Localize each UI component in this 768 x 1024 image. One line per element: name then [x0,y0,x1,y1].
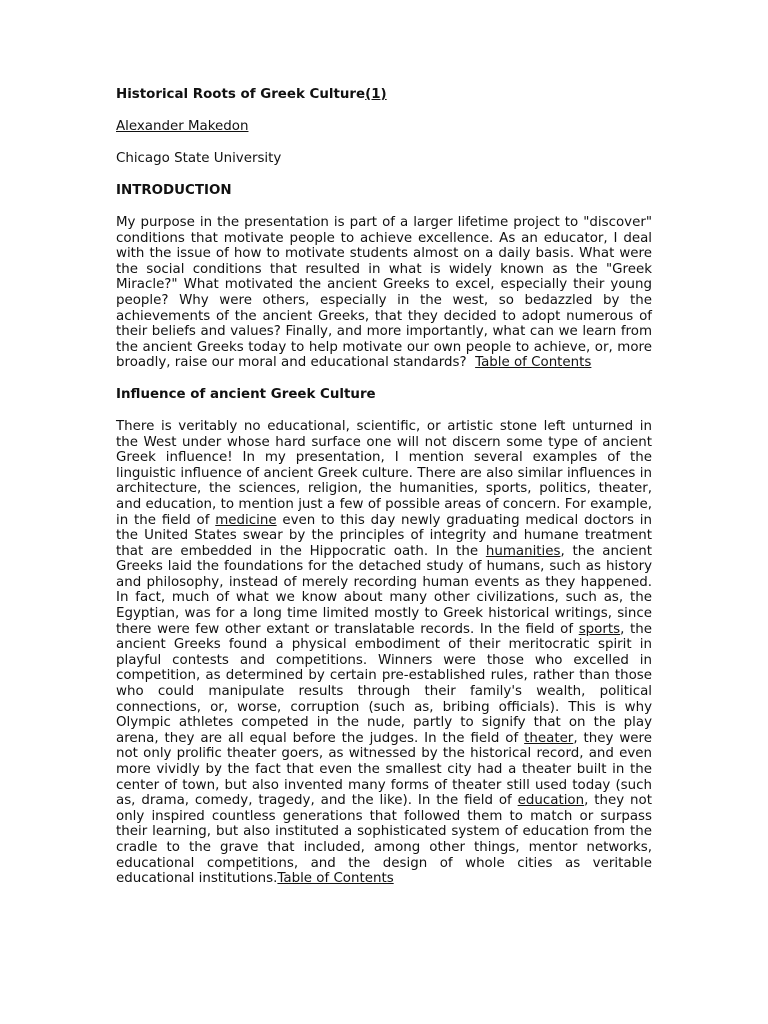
section-heading-influence: Influence of ancient Greek Culture [116,386,376,402]
influence-paragraph [116,419,652,887]
section-heading-introduction: INTRODUCTION [116,183,232,198]
title-footnote-link[interactable]: (1) [365,87,387,102]
affiliation: Chicago State University [116,151,282,166]
document-title [116,87,652,103]
introduction-paragraph [116,215,652,371]
introduction-text: My purpose in the presentation is part of a larger lifetime project to "discover" conditions that motivate people to achieve excellence. As an educator, I deal with the issue of how to motivate students almost on a daily basis. What were the social conditions that resulted in what is widely known as the "Greek Miracle?" What motivated the ancient Greeks to excel, especially their young people? Why were others, especially in the west, so bedazzled by the achievements of the ancient Greeks, that they decided to adopt numerous of their beliefs and values? Finally, and more importantly, what can we learn from the ancient Greeks today to help motivate our own people to achieve, or, more broadly, raise our moral and educational standards? [116,215,652,371]
influence-text-5: , they were not only prolific theater goers, as witnessed by the historical record, and even more vividly by the fact that even the smallest city had a theater built in the center of town, but also invented many forms of theater still used today (such as, drama, comedy, tragedy, and the like). In the field of [116,730,652,809]
author-line [116,119,652,135]
toc-link-introduction[interactable]: Table of Contents [475,355,592,371]
humanities-link[interactable]: humanities [485,543,561,559]
sports-link[interactable]: sports [578,621,621,637]
influence-text-2: even to this day newly graduating medical doctors in the United States swear by the principles of integrity and humane treatment that are embedded in the Hippocratic oath. In the [116,512,652,559]
author-link[interactable]: Alexander Makedon [116,119,249,134]
education-link[interactable]: education [517,793,585,809]
influence-text-6: , they not only inspired countless generations that followed them to match or surpass their learning, but also instituted a sophisticated system of education from the cradle to the grave that included, among other things, mentor networks, educational competitions, and the design of whole cities as veritable educational institutions. [116,793,652,887]
influence-text-3: , the ancient Greeks laid the foundations for the detached study of humans, such as history and philosophy, instead of merely recording human events as they happened. In fact, much of what we know about many other civilizations, such as, the Egyptian, was for a long time limited mostly to Greek historical writings, since there were few other extant or translatable records. In the field of [116,543,652,637]
influence-text-1: There is veritably no educational, scientific, or artistic stone left unturned in the West under whose hard surface one will not discern some type of ancient Greek influence! In my presentation, I mention several examples of the linguistic influence of ancient Greek culture. There are also similar influences in architecture, the sciences, religion, the humanities, sports, politics, theater, and education, to mention just a few of possible areas of concern. For example, in the field of [116,418,652,528]
medicine-link[interactable]: medicine [215,512,277,528]
influence-text-4: , the ancient Greeks found a physical embodiment of their meritocratic spirit in playful contests and competitions. Winners were those who excelled in competition, as determined by certain pre-established rules, rather than those who could manipulate results through their family's wealth, political connections, or, worse, corruption (such as, bribing officials). This is why Olympic athletes competed in the nude, partly to signify that on the play arena, they are all equal before the judges. In the field of [116,621,652,746]
toc-link-influence[interactable]: Table of Contents [277,871,394,887]
title-text: Historical Roots of Greek Culture [116,87,366,102]
theater-link[interactable]: theater [524,730,574,746]
